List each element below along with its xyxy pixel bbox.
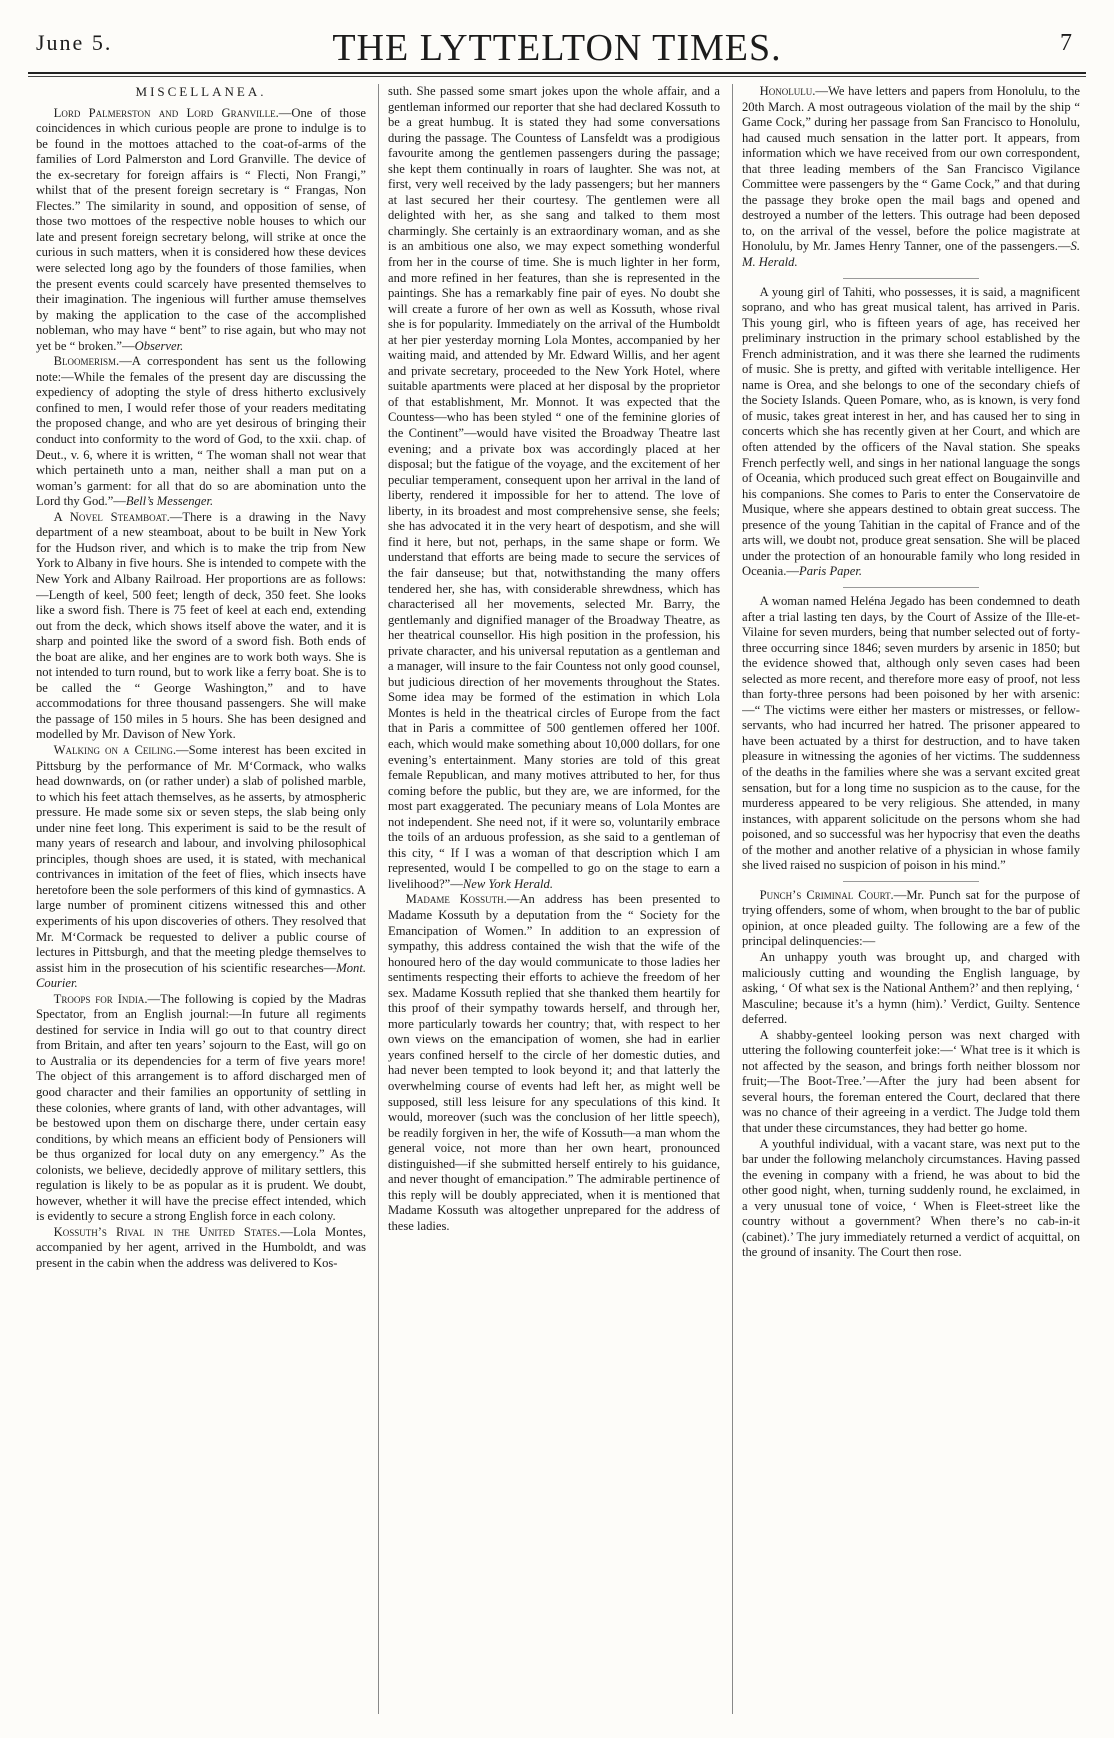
article-body: suth. She passed some smart jokes upon the whole affair, and a gentleman informed our reporter that she had declared Kossuth to be a great humbug. It is stated they had some conversations during the passage. The Countess of Lansfeldt was a prodigious favourite among the gentlemen passengers during the passage; she kept them continually in roars of laughter. She was not, at first, very well received by the lady passengers; but her manners at last secured her their courtesy. The gentlemen were all delighted with her, as she sang and talked to them most charmingly. She certainly is an extraordinary woman, and as she is an ambitious one also, we may expect something wonderful from her in the course of time. She is much lighter in her form, and more refined in her features, than she is represented in the paintings. She has a remarkably fine pair of eyes. No doubt she will create a furore of her own as well as Kossuth, whose rival she is for popularity. Immediately on the arrival of the Humboldt at her pier yesterday morning Lola Montes, accompanied by her waiting maid, and attended by Mr. Edward Willis, and her agent and private secretary, proceeded to the New York Hotel, where suitable apartments were placed at her disposal by the proprietor of that establishment, Mr. Monnot. It was expected that the Countess—who has been styled “ one of the feminine glories of the Continent”—would have visited the Broadway Theatre last evening; and a private box was accordingly placed at her disposal; but the fatigue of the voyage, and the excitement of her peculiar temperament, consequent upon her arrival in the land of liberty, rendered it impossible for her to attend. The love of liberty, in its broadest and most comprehensive sense, she feels; she has advocated it in the very heart of despotism, and she will find it here, but not, perhaps, in the same shape or form. We understand that efforts are being made to secure the services of the fair danseuse; but that, notwithstanding the many offers tendered her, she has, with considerable shrewdness, which has characterised all her movements, selected Mr. Barry, the gentlemanly and dignified manager of the Broadway Theatre, as her theatrical counsellor. His high position in the profession, his private character, and his universal reputation as a gentleman and a manager, will insure to the fair Countess not only good counsel, but judicious direction of her movements throughout the States. Some idea may be formed of the estimation in which Lola Montes is held in the theatrical circles of Europe from the fact that in Paris a committee of 500 gentlemen offered her 100f. each, which would make something about 10,000 dollars, for one evening’s entertainment. Many stories are told of this great female Republican, and many motives attributed to her, for thus coming before the public, but they are, we are informed, for the most part exaggerated. The pecuniary means of Lola Montes are not independent. She need not, if it were so, voluntarily embrace the toils of an arduous profession, as she said to a gentleman of this city, “ If I was a woman of that description which I am represented, would I be compelled to go on the stage to earn a livelihood?”— xyxy=(388,84,720,891)
article-body: —A correspondent has sent us the following note:—While the females of the present day are discussing the expediency of adopting the style of dress hitherto exclusively confined to men, I would refer those of your readers meditating the proposed change, and who are yet desirous of bringing their conduct into conformity to the word of God, to the xxii. chap. of Deut., v. 6, where it is written, “ The woman shall not wear that which pertaineth unto a man, neither shall a man put on a woman’s garment: for all that do so are abomination unto the Lord thy God.”— xyxy=(36,354,366,509)
column-3 xyxy=(742,84,1080,1714)
article-heading: Punch’s Criminal Court. xyxy=(759,887,894,902)
article-paragraph xyxy=(36,354,366,509)
article-body: —Lola Montes, accompanied by her agent, arrived in the Humboldt, and was present in the cabin when the address was delivered to Kos- xyxy=(36,1224,366,1271)
article-body: —The following is copied by the Madras Spectator, from an English journal:—In future all regiments destined for service in India will go out to that country direct from Britain, and after ten years’ sojourn to the East, will go on to Australia or its dependencies for a term of five years more! The object of this arrangement is to afford discharged men of good character and their families an opportunity of settling in these colonies, where grants of land, with other advantages, will be bestowed upon them on discharge there, under certain easy conditions, by which means an efficient body of Pensioners will be thus organized for local duty on any emergency.” As the colonists, we believe, decidedly approve of military settlers, this regulation is likely to be as popular as it is prudent. We doubt, however, whether it will have the precise effect intended, which is evidently to secure a strong English force in each colony. xyxy=(36,991,366,1224)
articles-col2 xyxy=(388,84,720,1234)
article-paragraph xyxy=(742,1028,1080,1137)
article-source: Bell’s Messenger. xyxy=(125,494,214,509)
article-heading: Lord Palmerston and Lord Granville. xyxy=(53,105,279,120)
article-heading: Bloomerism. xyxy=(53,354,120,369)
article-body: —An address has been presented to Madame Kossuth by a deputation from the “ Society for the Emancipation of Women.” In addition to an expression of sympathy, this address contained the wish that the wife of the honoured hero of the day would communicate to those ladies her sentiments respecting their efforts to achieve the freedom of her sex. Madame Kossuth replied that she thanked them heartily for this proof of their sympathy towards herself, and through her, more particularly towards her country; that, with respect to her own views on the emancipation of women, she had in earlier years confined herself to the circle of her domestic duties, and had never been tempted to look beyond it; and that latterly the overwhelming course of events had left her, as might well be supposed, still less leisure for any speculations of this kind. It would, moreover (such was the conclusion of her little speech), be readily forgiven in her, the wife of Kossuth—a man whom the general voice, not more than her own heart, pronounced distinguished—if she submitted herself entirely to his guidance, and never thought of emancipation.” The admirable pertinence of this reply will be doubly appreciated, when it is mentioned that Madame Kossuth was altogether unprepared for the address of these ladies. xyxy=(388,892,720,1233)
article-body: —There is a drawing in the Navy department of a new steamboat, about to be built in New York for the Hudson river, and which is to make the trip from New York to Albany in five hours. She is intended to compete with the New York and Albany Railroad. Her proportions are as follows:—Length of keel, 500 feet; length of deck, 350 feet. She looks like a sword fish. There is 75 feet of keel at each end, extending out from the deck, which shows itself above the water, and it is sharp and pointed like the sword of a sword fish. Both ends of the boat are alike, and her engines are to work both ways. She is not intended to turn round, but to work like a ferry boat. She is to be called the “ George Washington,” and to have accommodations for three thousand passengers. She will make the passage of 150 miles in 5 hours. She has been designed and modelled by Mr. Davison of New York. xyxy=(36,509,366,742)
page-number: 7 xyxy=(1060,30,1072,56)
article-body: An unhappy youth was brought up, and charged with maliciously cutting and wounding the English language, by asking, ‘ Of what sex is the National Anthem?’ and then replying, ‘ Masculine; because it’s a hymn (him).’ Verdict, Guilty. Sentence deferred. xyxy=(742,949,1080,1027)
article-body: —Some interest has been excited in Pittsburg by the performance of Mr. M‘Cormack, who walks head downwards, on (or rather under) a slab of polished marble, to which his feet attach themselves, as he asserts, by atmospheric pressure. He made some six or seven steps, the slab being only under nine feet long. This experiment is said to be the result of many years of research and labour, and involving philosophical principles, though shoes are used, it is stated, with mechanical contrivances in imitation of the feet of flies, which insects have heretofore been the sole performers of this kind of gymnastics. A large number of prominent citizens witnessed this and other experiments of his upon discoveries of others. They resolved that Mr. M‘Cormack be requested to deliver a public course of lectures in Pittsburgh, and that the meeting pledge themselves to assist him in the prosecution of his scientific researches— xyxy=(36,742,366,975)
article-separator xyxy=(843,587,978,588)
article-separator xyxy=(843,881,978,882)
article-paragraph xyxy=(742,84,1080,271)
article-paragraph xyxy=(36,743,366,992)
article-paragraph xyxy=(742,1137,1080,1261)
section-title: MISCELLANEA. xyxy=(135,84,267,99)
articles-col1 xyxy=(36,106,366,1272)
article-heading: Madame Kossuth. xyxy=(405,892,507,907)
article-heading: Walking on a Ceiling. xyxy=(53,742,176,757)
article-paragraph xyxy=(742,950,1080,1028)
article-body: —One of those coincidences in which curious people are prone to indulge is to be found in the mottoes attached to the coat-of-arms of the families of Lord Palmerston and Lord Granville. The device of the ex-secretary for foreign affairs is “ Flecti, Non Frangi,” whilst that of the present foreign secretary is “ Frangas, Non Flectes.” The similarity in sound, and opposition of sense, of those two mottoes of the respective noble houses to which our late and present foreign secretary belong, will strike at once the curious in such matters, when it is considered how these devices were selected long ago by the founders of those families, when the present events could scarcely have presented themselves to their imagination. The ingenious will further amuse themselves by making the application to the case of the accomplished nobleman, who may have “ bent” to rise again, but who may not yet be “ broken.”— xyxy=(36,105,366,353)
article-paragraph xyxy=(36,992,366,1225)
articles-col3 xyxy=(742,84,1080,1261)
article-heading: A Novel Steamboat. xyxy=(53,509,170,524)
article-heading: Honolulu. xyxy=(759,84,816,98)
article-body: —We have letters and papers from Honolulu, to the 20th March. A most outrageous violation of the mail by the ship “ Game Cock,” during her passage from San Francisco to Honolulu, had caused much sensation in the latter port. It appears, from information which we have received from our own correspondent, that three leading members of the San Francisco Vigilance Committee were passengers by the “ Game Cock,” and that during the passage they broke open the mail bags and opened and destroyed a number of the letters. This outrage had been deposed to, on the arrival of the vessel, before the police magistrate at Honolulu, by Mr. James Henry Tanner, one of the passengers.— xyxy=(742,84,1080,254)
column-2 xyxy=(388,84,720,1714)
article-paragraph xyxy=(36,106,366,355)
article-paragraph xyxy=(36,1225,366,1272)
article-body: A shabby-genteel looking person was next charged with uttering the following counterfeit joke:—‘ What tree is it which is not affected by the season, and brings forth neither blossom nor fruit;—The Boot-Tree.’—After the jury had been absent for several hours, the foreman entered the Court, declared that there was no chance of their agreeing in a verdict. The Judge told them that under these circumstances, they had better go home. xyxy=(742,1027,1080,1135)
masthead-rule xyxy=(28,72,1086,74)
article-heading: Kossuth’s Rival in the United States. xyxy=(53,1224,281,1239)
issue-date: June 5. xyxy=(36,30,113,55)
article-source: Paris Paper. xyxy=(799,564,862,579)
article-paragraph xyxy=(36,510,366,743)
article-body: —Mr. Punch sat for the purpose of trying offenders, some of whom, when brought to the bar of public opinion, at once pleaded guilty. The following are a few of the principal delinquencies:— xyxy=(742,887,1080,949)
article-paragraph xyxy=(742,285,1080,580)
article-source: S. M. Herald. xyxy=(742,239,1080,270)
article-source: Mont. Courier. xyxy=(36,960,366,991)
article-source: Observer. xyxy=(134,338,184,353)
masthead xyxy=(28,20,1086,78)
newspaper-title: THE LYTTELTON TIMES. xyxy=(332,27,782,69)
article-paragraph xyxy=(388,892,720,1234)
article-paragraph xyxy=(388,84,720,892)
article-heading: Troops for India. xyxy=(53,991,148,1006)
column-divider xyxy=(732,84,733,1714)
article-paragraph xyxy=(742,888,1080,950)
article-body: A youthful individual, with a vacant stare, was next put to the bar under the following melancholy circumstances. Having passed the evening in company with a friend, he was about to bid the other good night, when, turning suddenly round, he exclaimed, in a very unusual tone of voice, ‘ When is Fleet-street like the country without a government? When there’s no cab-in-it (cabinet).’ The jury immediately returned a verdict of acquittal, on the ground of insanity. The Court then rose. xyxy=(742,1136,1080,1260)
column-divider xyxy=(378,84,379,1714)
article-separator xyxy=(843,278,978,279)
article-body: A young girl of Tahiti, who possesses, it is said, a magnificent soprano, and who has great musical talent, has arrived in Paris. This young girl, who is fifteen years of age, has received her preliminary instruction in the primary school established by the French administration, and it was there she learned the rudiments of music. She is pretty, and gifted with veritable intelligence. Her name is Orea, and she belongs to one of the secondary chiefs of the Society Islands. Queen Pomare, who, as is known, is very fond of music, takes great interest in her, and has caused her to sing in concerts which she has recently given at her Court, and which are often attended by the officers of the Naval station. She speaks French perfectly well, and sings in her national language the songs of Oceania, which produced such great effect on Bougainville and his companions. She comes to Paris to enter the Conservatoire de Musique, where she appears destined to obtain great success. The presence of the young Tahitian in the capital of France and of the arts will, we doubt not, produce great sensation. She will be placed under the protection of an honourable family who long resided in Oceania.— xyxy=(742,284,1080,579)
article-body: A woman named Heléna Jegado has been condemned to death after a trial lasting ten days, by the Court of Assize of the Ille-et-Vilaine for seven murders, being that number selected out of forty-three occurring since 1846; seven murders by arsenic in 1850; but the evidence showed that, although only seven cases had been selected as more recent, and therefore more easy of proof, not less than forty-three persons had been poisoned by her with arsenic:—“ The victims were either her masters or mistresses, or fellow-servants, who had incurred her hatred. The prisoner appeared to have been actuated by a thirst for destruction, and to have taken pleasure in witnessing the agonies of her victims. The suddenness of the deaths in the families where she was a servant excited great sensation, but for a long time no suspicion as to the cause, for the murderess appeared to be very religious. She attended, in many instances, with apparent solicitude on the persons whom she had poisoned, and so successful was her hypocrisy that even the deaths of the mother and another relative of a physician in whose family she lived raised no suspicion of poison in his mind.” xyxy=(742,593,1080,873)
article-source: New York Herald. xyxy=(462,876,553,891)
masthead-rule-thin xyxy=(28,76,1086,77)
column-1 xyxy=(36,84,366,1714)
article-paragraph xyxy=(742,594,1080,874)
